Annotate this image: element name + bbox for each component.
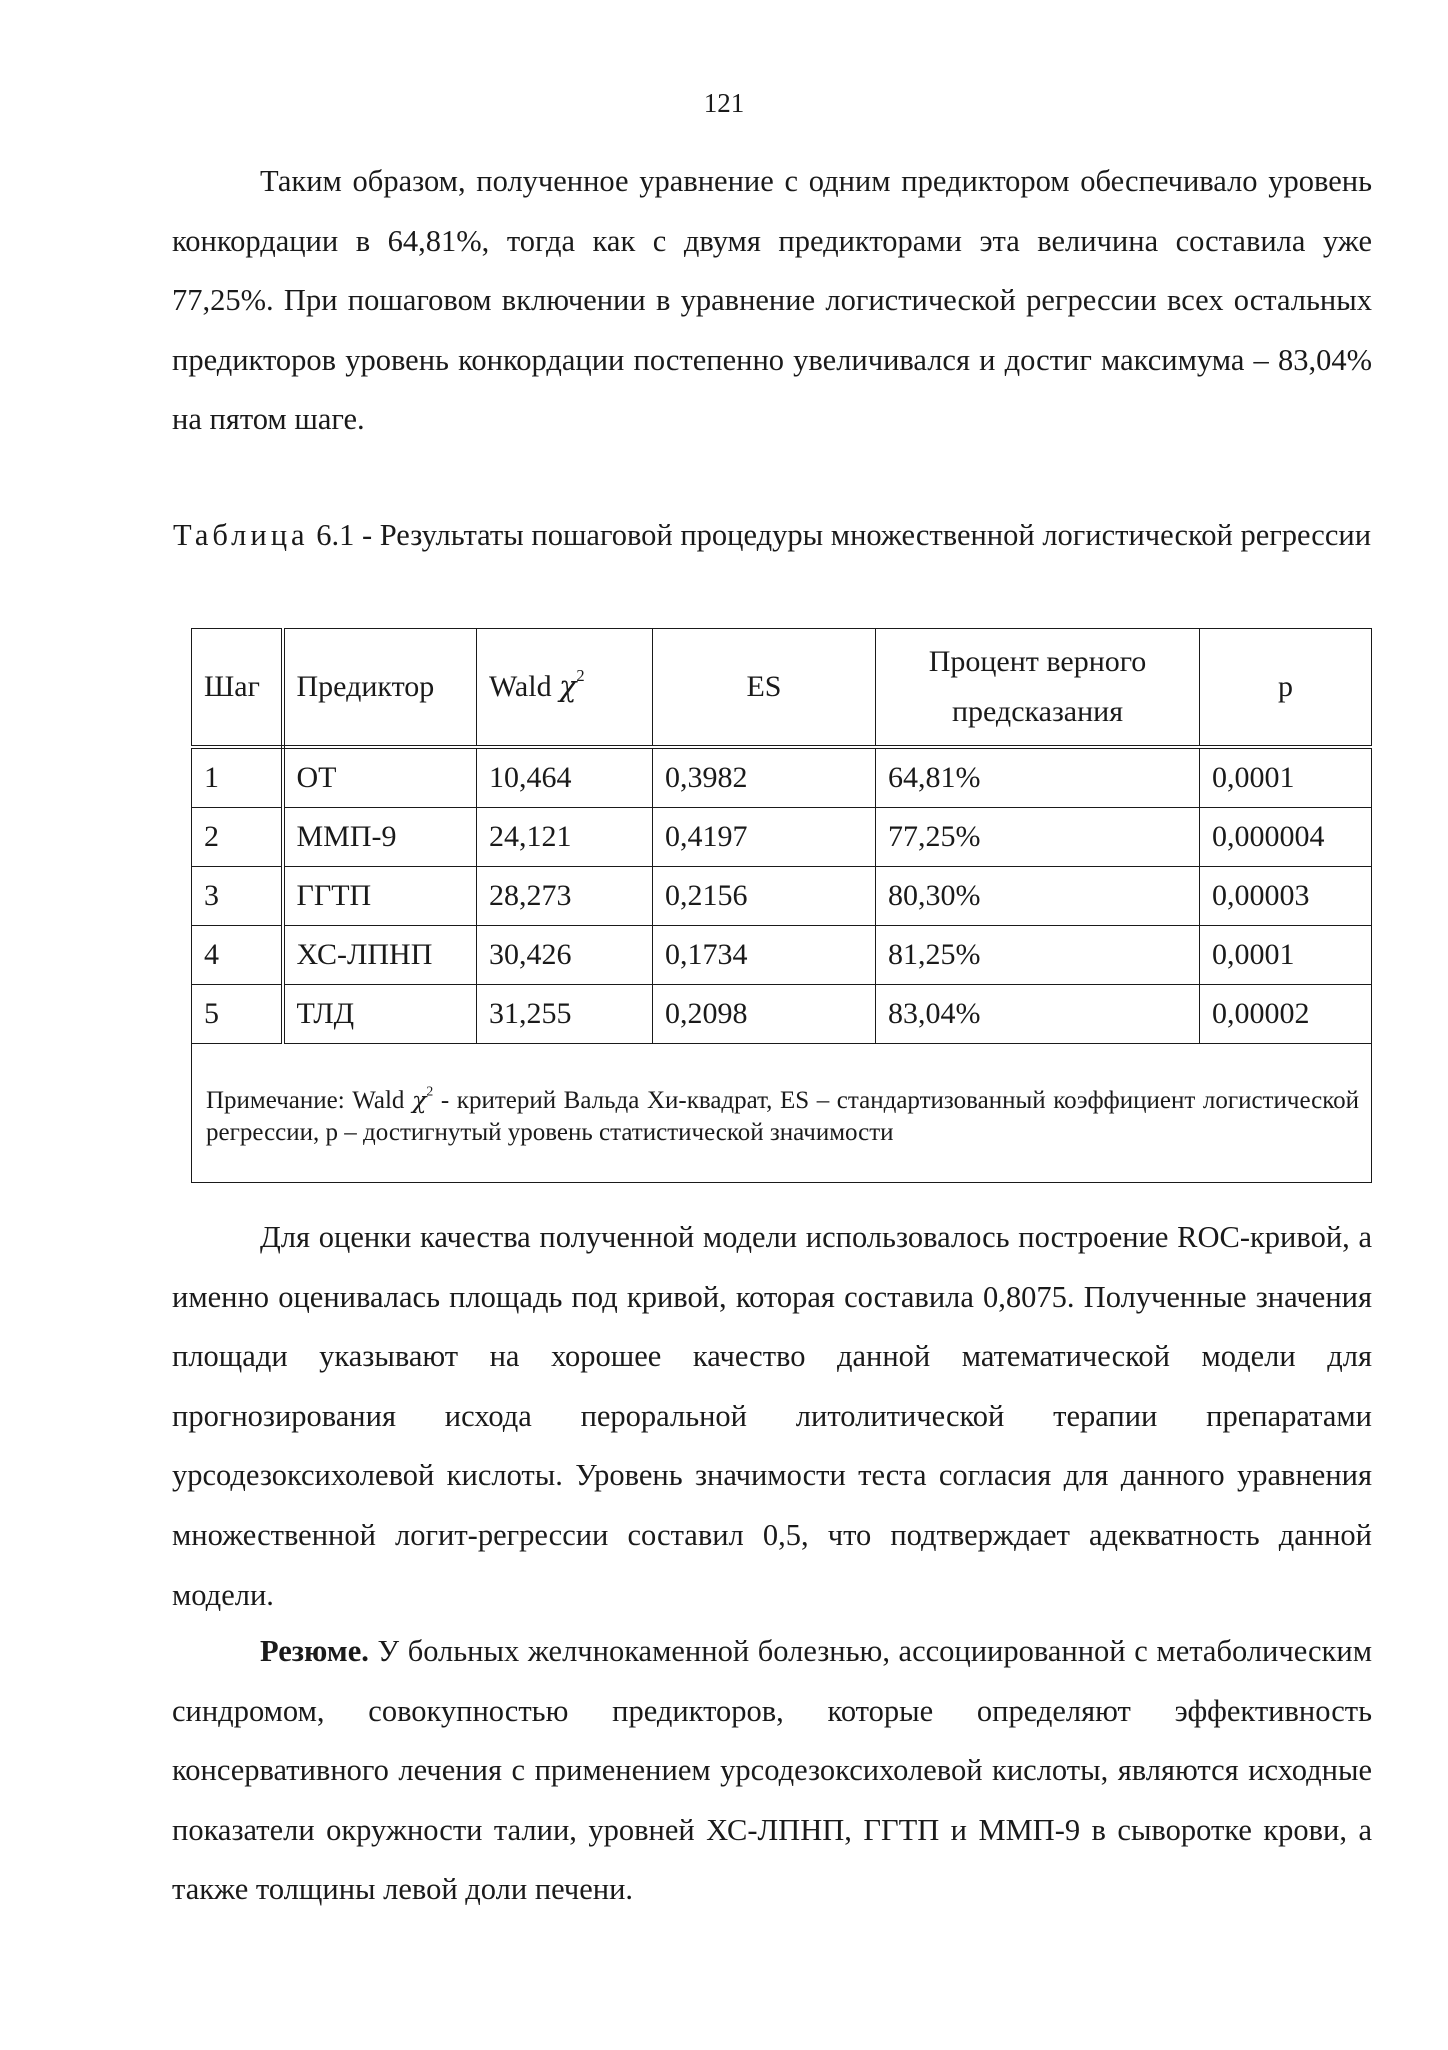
page-number: 121 <box>703 88 745 118</box>
cell-step: 2 <box>192 808 283 867</box>
cell-es: 0,1734 <box>653 926 876 985</box>
header-wald-label: Wald <box>489 670 552 703</box>
table-caption-text: 6.1 - Результаты пошаговой процедуры множественной логистической регрессии <box>316 518 1372 552</box>
cell-wald: 10,464 <box>477 747 653 808</box>
table-row <box>192 747 1372 808</box>
cell-predictor: ГГТП <box>283 867 477 926</box>
cell-p: 0,0001 <box>1200 926 1372 985</box>
chi-symbol: χ <box>559 670 577 703</box>
cell-step: 5 <box>192 985 283 1044</box>
cell-percent: 83,04% <box>876 985 1200 1044</box>
cell-es: 0,2098 <box>653 985 876 1044</box>
cell-wald: 28,273 <box>477 867 653 926</box>
cell-p: 0,00003 <box>1200 867 1372 926</box>
cell-p: 0,000004 <box>1200 808 1372 867</box>
header-p: p <box>1200 629 1372 748</box>
table-caption-tag: Таблица <box>172 518 309 552</box>
cell-percent: 77,25% <box>876 808 1200 867</box>
cell-wald: 30,426 <box>477 926 653 985</box>
roc-paragraph <box>172 1208 1372 1625</box>
chi-superscript: 2 <box>426 1083 434 1099</box>
chi-superscript: 2 <box>576 666 585 686</box>
table-header-row <box>192 629 1372 748</box>
cell-step: 1 <box>192 747 283 808</box>
cell-percent: 81,25% <box>876 926 1200 985</box>
intro-paragraph-text: Таким образом, полученное уравнение с одним предиктором обеспечивало уровень конкордации в 64,81%, тогда как с двумя предикторами эта величина составила уже 77,25%. При пошаговом включении в уравнение логистической регрессии всех остальных предикторов уровень конкордации постепенно увеличивался и достиг максимума – 83,04% на пятом шаге. <box>172 164 1372 437</box>
table-caption <box>172 504 1372 566</box>
cell-percent: 64,81% <box>876 747 1200 808</box>
cell-es: 0,4197 <box>653 808 876 867</box>
cell-wald: 24,121 <box>477 808 653 867</box>
cell-predictor: ММП-9 <box>283 808 477 867</box>
cell-step: 4 <box>192 926 283 985</box>
cell-wald: 31,255 <box>477 985 653 1044</box>
summary-label: Резюме. <box>260 1634 369 1668</box>
chi-symbol: χ <box>412 1085 427 1114</box>
header-wald <box>477 629 653 748</box>
note-prefix: Примечание: Wald <box>206 1086 405 1114</box>
summary-text: У больных желчнокаменной болезнью, ассоциированной с метаболическим синдромом, совокупностью предикторов, которые определяют эффективность консервативного лечения с применением урсодезоксихолевой кислоты, являются исходные показатели окружности талии, уровней ХС-ЛПНП, ГГТП и ММП-9 в сыворотке крови, а также толщины левой доли печени. <box>172 1634 1372 1907</box>
cell-predictor: ОТ <box>283 747 477 808</box>
header-predictor: Предиктор <box>283 629 477 748</box>
cell-predictor: ХС-ЛПНП <box>283 926 477 985</box>
cell-step: 3 <box>192 867 283 926</box>
cell-es: 0,2156 <box>653 867 876 926</box>
table-row <box>192 926 1372 985</box>
roc-paragraph-text: Для оценки качества полученной модели использовалось построение ROC-кривой, а именно оценивалась площадь под кривой, которая составила 0,8075. Полученные значения площади указывают на хорошее качество данной математической модели для прогнозирования исхода пероральной литолитической терапии препаратами урсодезоксихолевой кислоты. Уровень значимости теста согласия для данного уравнения множественной логит-регрессии составил 0,5, что подтверждает адекватность данной модели. <box>172 1220 1372 1612</box>
header-percent: Процент верного предсказания <box>876 629 1200 748</box>
note-text: - критерий Вальда Хи-квадрат, ES – стандартизованный коэффициент логистической регрессии, p – достигнутый уровень статистической значимости <box>206 1086 1360 1146</box>
table-row <box>192 867 1372 926</box>
header-step: Шаг <box>192 629 283 748</box>
summary-paragraph <box>172 1622 1372 1920</box>
cell-percent: 80,30% <box>876 867 1200 926</box>
cell-predictor: ТЛД <box>283 985 477 1044</box>
intro-paragraph <box>172 152 1372 450</box>
cell-p: 0,00002 <box>1200 985 1372 1044</box>
header-es: ES <box>653 629 876 748</box>
cell-p: 0,0001 <box>1200 747 1372 808</box>
cell-es: 0,3982 <box>653 747 876 808</box>
table-note <box>192 1044 1372 1183</box>
table-row <box>192 985 1372 1044</box>
table-note-row <box>192 1044 1372 1183</box>
table-row <box>192 808 1372 867</box>
results-table <box>191 628 1372 1183</box>
